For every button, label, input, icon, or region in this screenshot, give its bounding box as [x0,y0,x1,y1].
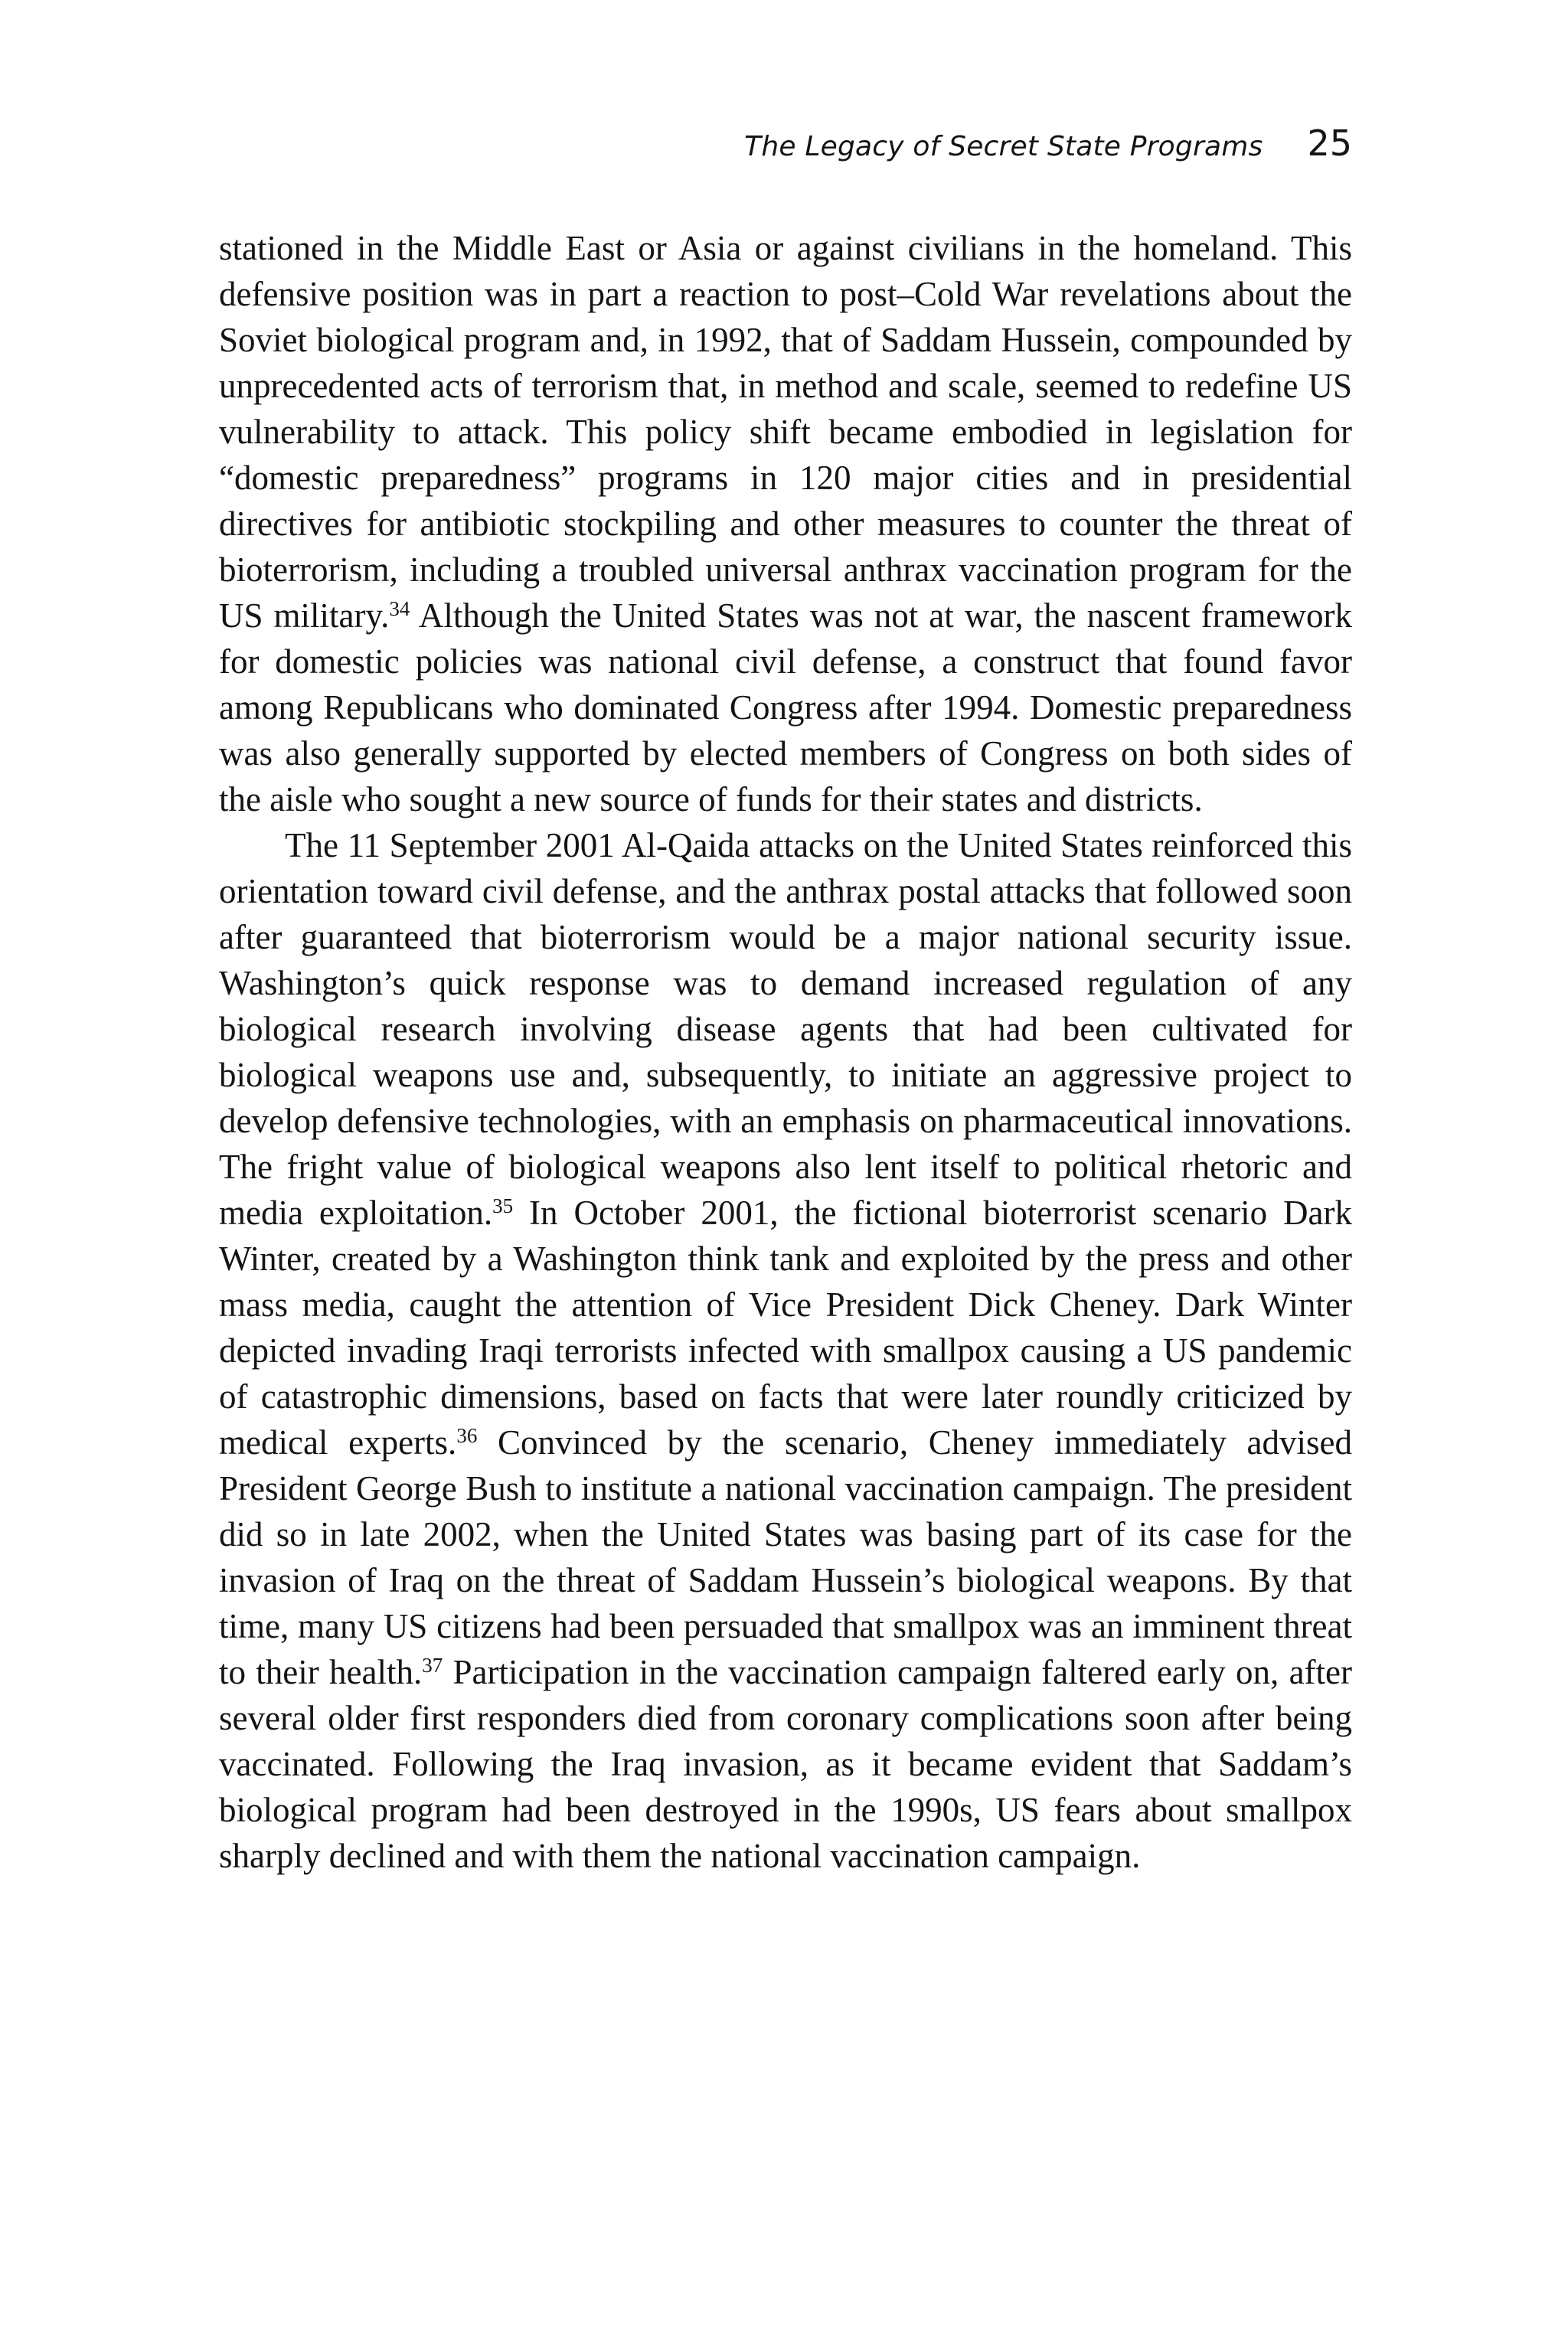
text-run: Participation in the vaccination campaign faltered early on, after several older first responders died from coronary complications soon after being vaccinated. Following the Iraq invasion, as it became evident that Saddam’s biological program had been destroyed in the 1990s, US fears about smallpox sharply declined and with them the national vaccination campaign. [219,1653,1352,1875]
running-head [219,122,1352,172]
text-run: The 11 September 2001 Al-Qaida attacks on the United States reinforced this orientation toward civil defense, and the anthrax postal attacks that followed soon after guaranteed that bioterrorism would be a major national security issue. Washington’s quick response was to demand increased regulation of any biological research involving disease agents that had been cultivated for biological weapons use and, subsequently, to initiate an aggressive project to develop defensive technologies, with an emphasis on pharmaceutical innovations. The fright value of biological weapons also lent itself to political rhetoric and media exploitation. [219,826,1352,1232]
page-number: 25 [1307,122,1352,164]
footnote-reference: 36 [456,1424,478,1447]
footnote-reference: 37 [422,1654,443,1677]
body-text [219,225,1352,1879]
paragraph [219,225,1352,822]
text-run: Convinced by the scenario, Cheney immediately advised President George Bush to institute a national vaccination campaign. The president did so in late 2002, when the United States was basing part of its case for the invasion of Iraq on the threat of Saddam Hussein’s biological weapons. By that time, many US citizens had been persuaded that smallpox was an imminent threat to their health. [219,1423,1353,1691]
paragraph [219,822,1352,1879]
text-run: stationed in the Middle East or Asia or against civilians in the homeland. This defensive position was in part a reaction to post–Cold War revelations about the Soviet biological program and, in 1992, that of Saddam Hussein, compounded by unprecedented acts of terrorism that, in method and scale, seemed to redefine US vulnerability to attack. This policy shift became embodied in legislation for “domestic preparedness” programs in 120 major cities and in presidential directives for antibiotic stockpiling and other measures to counter the threat of bioterrorism, including a troubled universal anthrax vaccination program for the US military. [219,229,1352,635]
footnote-reference: 34 [389,597,410,620]
text-run: Although the United States was not at war, the nascent framework for domestic policies was national civil defense, a construct that found favor among Republicans who dominated Congress after 1994. Domestic preparedness was also generally supported by elected members of Congress on both sides of the aisle who sought a new source of funds for their states and districts. [219,596,1352,818]
footnote-reference: 35 [492,1194,514,1217]
running-head-title: The Legacy of Secret State Programs [744,131,1263,162]
text-run: In October 2001, the fictional bioterrorist scenario Dark Winter, created by a Washington think tank and exploited by the press and other mass media, caught the attention of Vice President Dick Cheney. Dark Winter depicted invading Iraqi terrorists infected with smallpox causing a US pandemic of catastrophic dimensions, based on facts that were later roundly criticized by medical experts. [219,1194,1352,1462]
